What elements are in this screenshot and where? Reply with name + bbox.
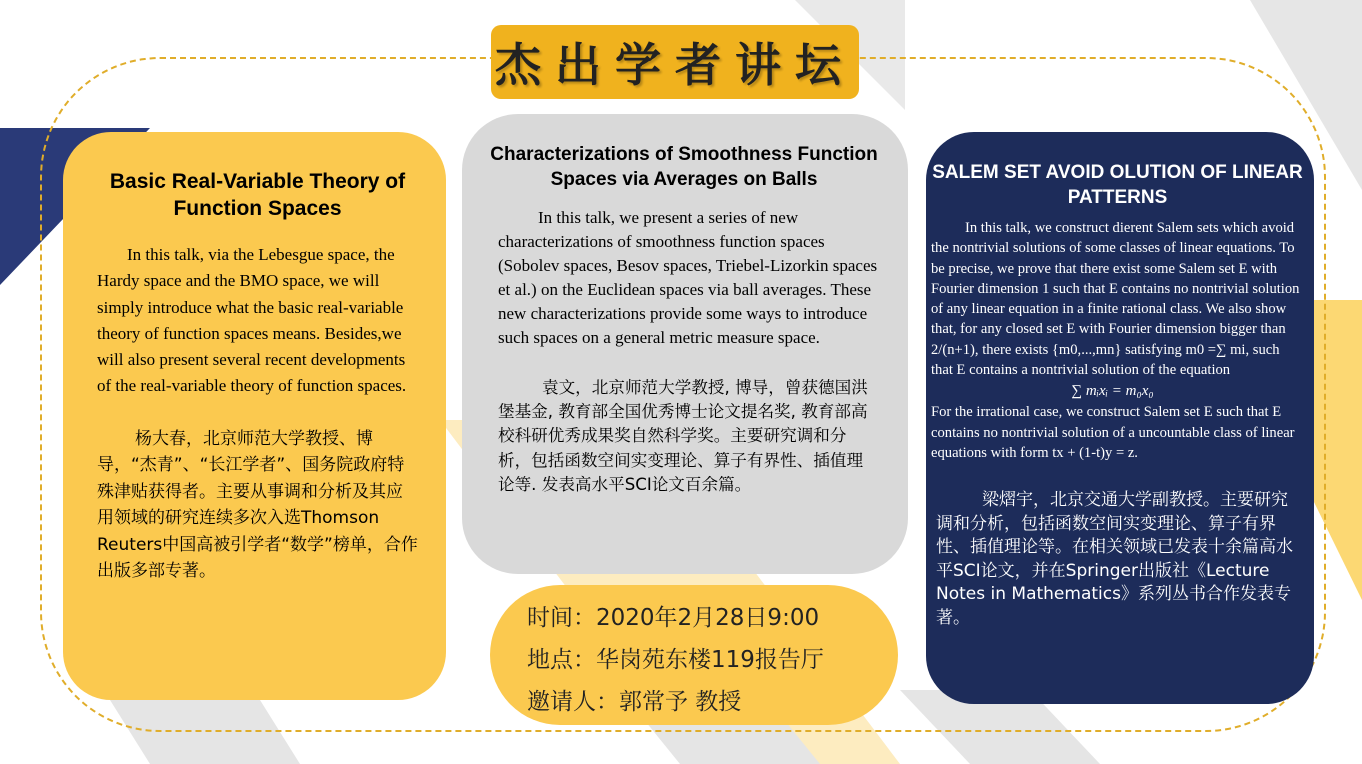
middle-talk-title: Characterizations of Smoothness Function Spaces via Averages on Balls [490,144,878,190]
left-speaker-card [63,132,446,700]
left-speaker-bio: 杨大春，北京师范大学教授、博导，“杰青”、“长江学者”、国务院政府特殊津贴获得者。主要从事调和分析及其应用领域的研究连续多次入选Thomson Reuters中国高被引学者“数学”榜单，合作出版多部专著。 [97,428,418,582]
right-talk-abstract-part1: In this talk, we construct dierent Salem sets which avoid the nontrivial solutions of some classes of linear equations. To be precise, we prove that there exist some Salem set E with Fourier dimension 1 such that E contains no nontrivial solution of any linear equation in a finite rational class. We also show that, for any closed set E with Fourier dimension bigger than 2/(n+1), there exists {m0,...,mn} satisfying m0 =∑ mi, such that E contains a nontrivial solution of the equation [931,220,1300,379]
left-talk-title: Basic Real-Variable Theory of Function Spaces [109,170,406,220]
left-talk-abstract: In this talk, via the Lebesgue space, the Hardy space and the BMO space, we will simply introduce what the basic real-variable theory of function spaces means. Besides,we will also present several recent developments of the real-variable theory of function spaces. [97,245,407,396]
middle-speaker-card [462,114,908,574]
event-place: 地点：华岗苑东楼119报告厅 [527,647,824,673]
title-banner [491,25,859,99]
right-talk-title: SALEM SET AVOID OLUTION OF LINEAR PATTERNS [932,162,1303,208]
event-time: 时间：2020年2月28日9:00 [527,605,820,631]
banner-title: 杰出学者讲坛 [495,38,855,92]
middle-talk-abstract: In this talk, we present a series of new characterizations of smoothness function spaces (Sobolev spaces, Besov spaces, Triebel-Lizorkin spaces et al.) on the Euclidean spaces via ball averages. These new characterizations provide some ways to introduce such spaces on a general metric measure space. [498,208,878,347]
middle-speaker-bio: 袁文，北京师范大学教授, 博导，曾获德国洪堡基金, 教育部全国优秀博士论文提名奖, 教育部高校科研优秀成果奖自然科学奖。主要研究调和分析，包括函数空间实变理论、算子有界性、插值理论等. 发表高水平SCI论文百余篇。 [498,378,868,494]
event-info-card [490,585,898,725]
right-speaker-card [926,132,1314,704]
right-talk-abstract-part2: For the irrational case, we construct Salem set E such that E contains no nontrivial solution of a uncountable class of linear equations with form tx + (1-t)y = z. [931,404,1295,461]
event-host: 邀请人：郭常予 教授 [527,689,742,715]
equation: ∑ mᵢxᵢ = m₀x₀ [1071,383,1154,400]
right-speaker-bio: 梁熠宇，北京交通大学副教授。主要研究调和分析，包括函数空间实变理论、算子有界性、插值理论等。在相关领域已发表十余篇高水平SCI论文，并在Springer出版社《Lecture Notes in Mathematics》系列丛书合作发表专著。 [936,490,1293,628]
